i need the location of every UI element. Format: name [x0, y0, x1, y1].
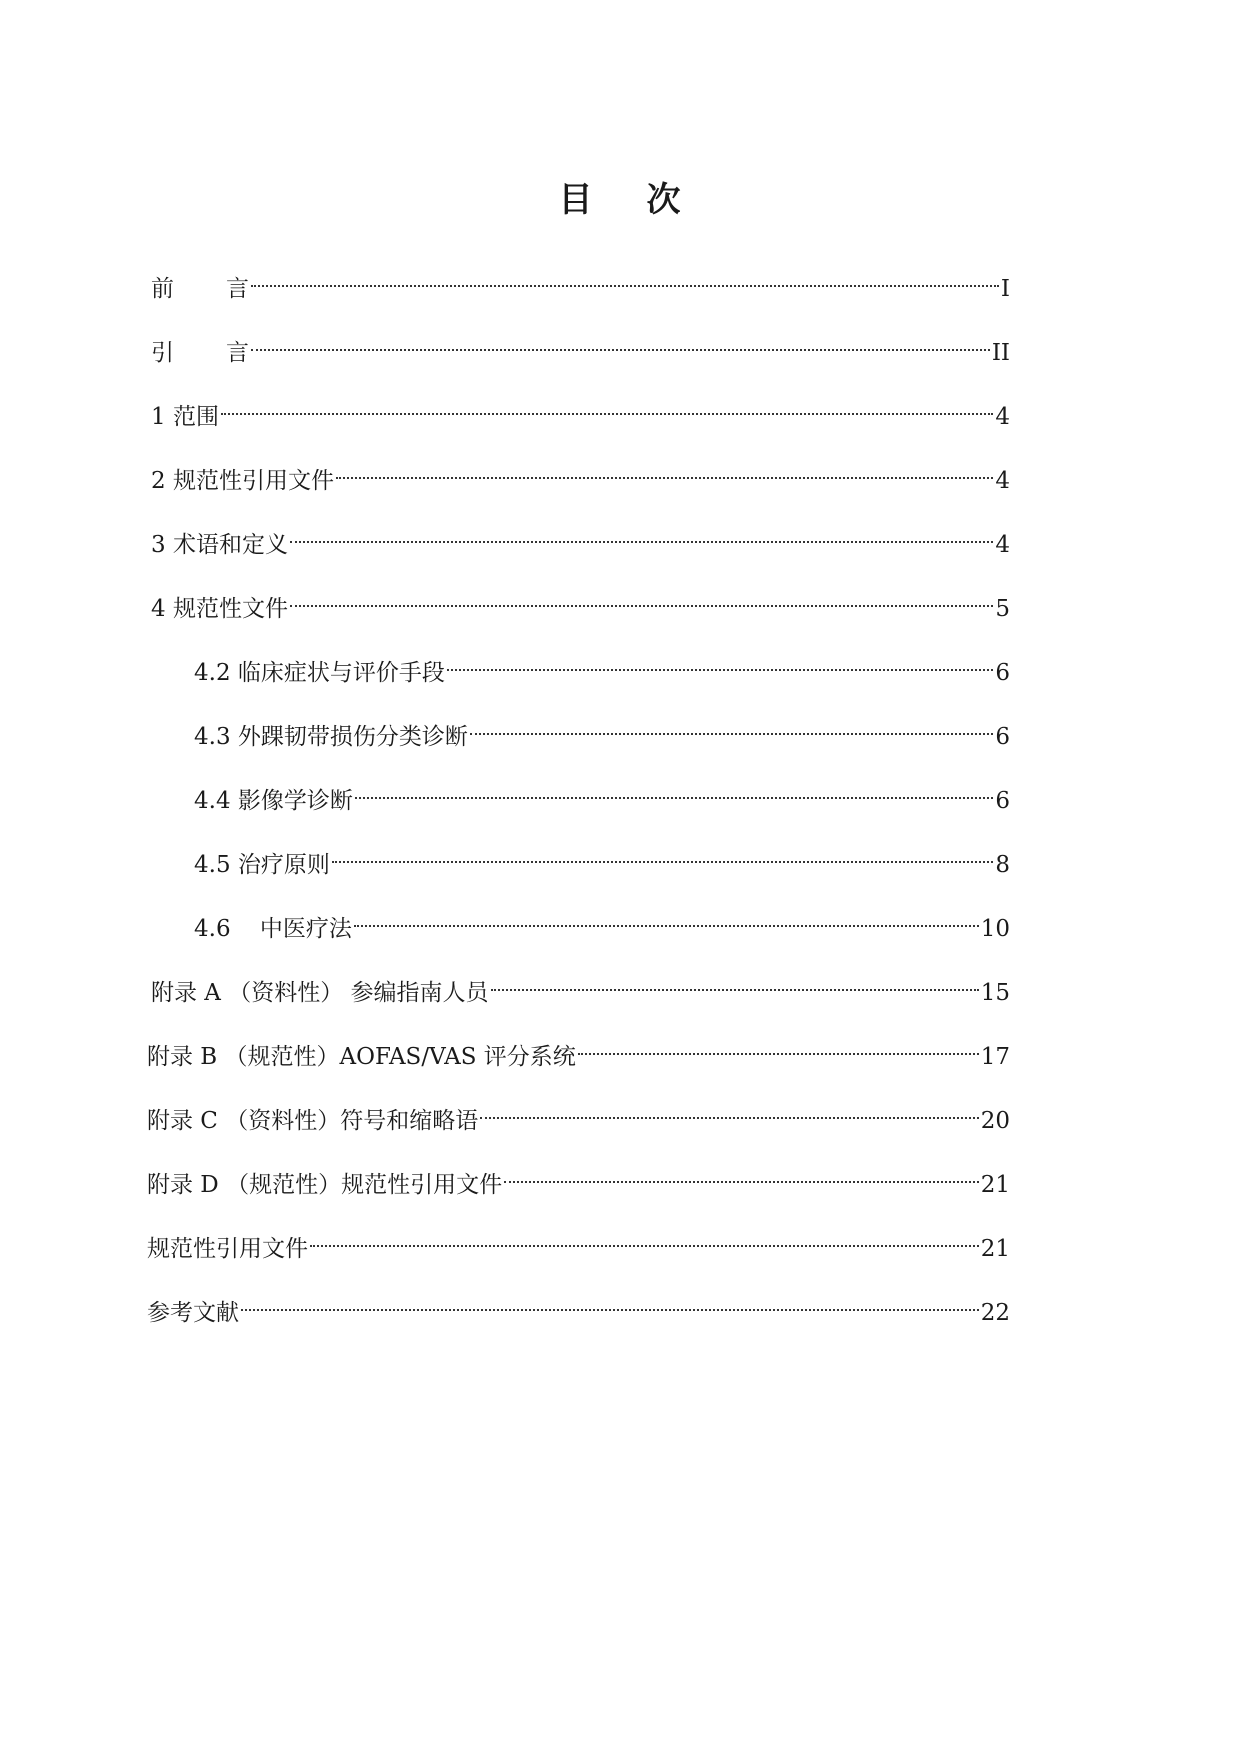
toc-label: 2 规范性引用文件 [151, 468, 334, 494]
toc-entry-scope[interactable] [151, 390, 1010, 430]
toc-dot-leader [310, 1222, 979, 1256]
toc-dot-leader [480, 1094, 978, 1128]
toc-page-number: 8 [995, 852, 1010, 878]
toc-page-number: 17 [980, 1044, 1010, 1070]
toc-entry-normative-references[interactable] [151, 454, 1010, 494]
toc-label: 附录 C （资料性）符号和缩略语 [147, 1108, 479, 1134]
toc-label: 附录 D （规范性）规范性引用文件 [147, 1172, 503, 1198]
toc-label: 前 言 [151, 276, 249, 302]
toc-label: 引 言 [151, 340, 249, 366]
toc-dot-leader [578, 1030, 979, 1064]
toc-dot-leader [290, 518, 993, 552]
toc-page-number: 22 [980, 1300, 1010, 1326]
toc-dot-leader [336, 454, 993, 488]
toc-entry-appendix-a[interactable] [151, 966, 1010, 1006]
toc-page-number: 4 [995, 532, 1010, 558]
toc-label: 4.2 临床症状与评价手段 [194, 660, 445, 686]
toc-dot-leader [491, 966, 979, 1000]
toc-label: 3 术语和定义 [151, 532, 288, 558]
toc-entry-4-4[interactable] [194, 774, 1010, 814]
toc-entry-introduction[interactable] [151, 326, 1010, 366]
toc-label: 附录 A （资料性） 参编指南人员 [151, 980, 489, 1006]
toc-page-number: 15 [980, 980, 1010, 1006]
toc-dot-leader [221, 390, 993, 424]
toc-dot-leader [355, 774, 993, 808]
title-char-2: 次 [646, 180, 683, 220]
toc-entry-4-3[interactable] [194, 710, 1010, 750]
toc-page-number: 6 [995, 660, 1010, 686]
toc-label: 4.3 外踝韧带损伤分类诊断 [194, 724, 468, 750]
toc-label: 4 规范性文件 [151, 596, 288, 622]
toc-dot-leader [504, 1158, 979, 1192]
toc-entry-appendix-c[interactable] [147, 1094, 1010, 1134]
toc-page-number: 4 [995, 404, 1010, 430]
toc-entry-bibliography[interactable] [147, 1286, 1010, 1326]
toc-entry-foreword[interactable] [151, 262, 1010, 302]
toc-page-number: 6 [995, 724, 1010, 750]
toc-page-number: 6 [995, 788, 1010, 814]
toc-entry-normative-reference-files[interactable] [147, 1222, 1010, 1262]
toc-dot-leader [290, 582, 993, 616]
toc-dot-leader [447, 646, 993, 680]
toc-label: 4.5 治疗原则 [194, 852, 330, 878]
toc-label: 附录 B （规范性）AOFAS/VAS 评分系统 [147, 1044, 576, 1070]
toc-dot-leader [251, 326, 990, 360]
toc-label: 规范性引用文件 [147, 1236, 308, 1262]
toc-page-number: II [991, 340, 1010, 366]
toc-page-number: 5 [995, 596, 1010, 622]
toc-entry-normative-documents[interactable] [151, 582, 1010, 622]
toc-entry-appendix-d[interactable] [147, 1158, 1010, 1198]
toc-page-number: I [1000, 276, 1010, 302]
toc-dot-leader [354, 902, 979, 936]
toc-label: 1 范围 [151, 404, 219, 430]
toc-entry-4-5[interactable] [194, 838, 1010, 878]
toc-dot-leader [470, 710, 993, 744]
toc-entry-4-2[interactable] [194, 646, 1010, 686]
toc-entry-terms-definitions[interactable] [151, 518, 1010, 558]
toc-label: 4.6 中医疗法 [194, 916, 352, 942]
toc-page-number: 20 [980, 1108, 1010, 1134]
toc-dot-leader [251, 262, 999, 296]
toc-dot-leader [332, 838, 993, 872]
toc-dot-leader [241, 1286, 979, 1320]
toc-page-number: 4 [995, 468, 1010, 494]
toc-label: 4.4 影像学诊断 [194, 788, 353, 814]
toc-page-number: 21 [980, 1172, 1010, 1198]
page-title [0, 176, 1241, 224]
toc-entry-appendix-b[interactable] [147, 1030, 1010, 1070]
title-char-1: 目 [558, 180, 595, 220]
toc-entry-4-6[interactable] [194, 902, 1010, 942]
toc-page-number: 21 [980, 1236, 1010, 1262]
toc-page-number: 10 [980, 916, 1010, 942]
toc-label: 参考文献 [147, 1300, 239, 1326]
